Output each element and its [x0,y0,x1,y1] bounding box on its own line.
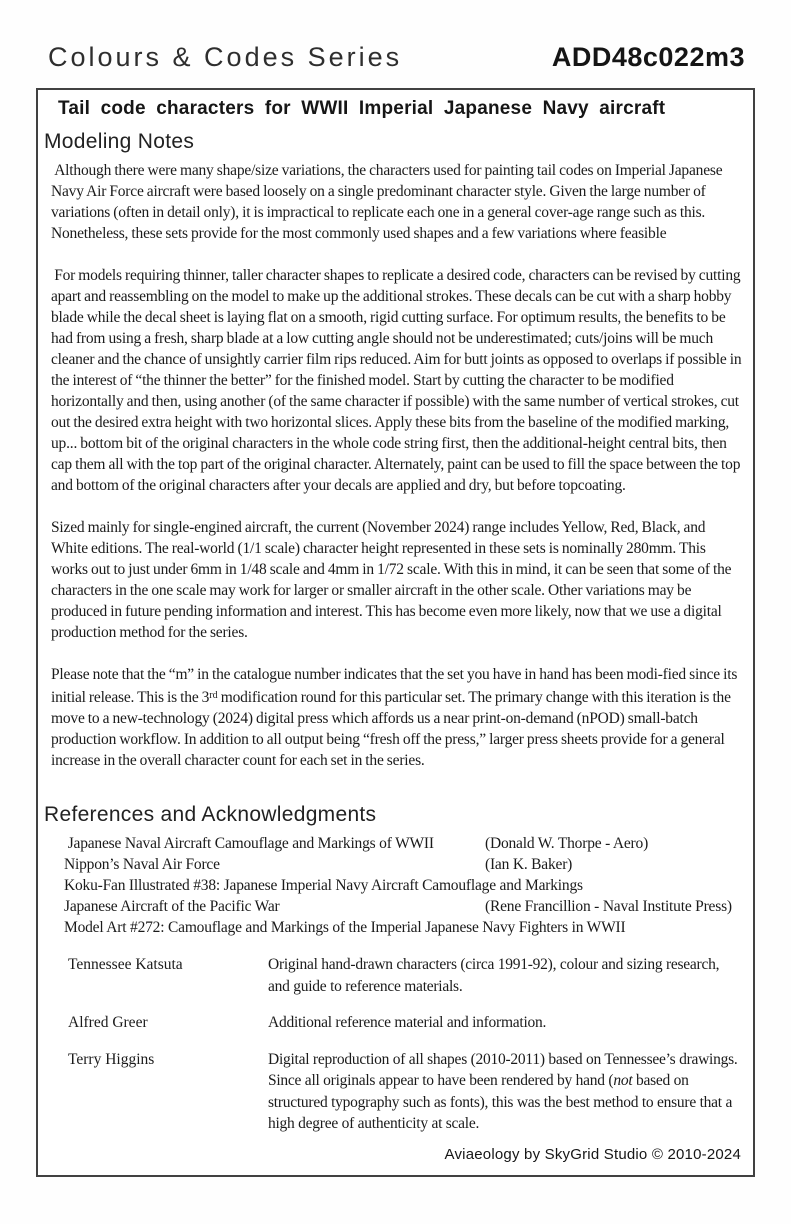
contribution-description: Additional reference material and information. [268,1014,547,1031]
reference-item [64,854,745,875]
page-header [48,42,745,73]
reference-publisher: (Donald W. Thorpe - Aero) [485,835,649,852]
content-box [36,88,755,1177]
modeling-notes-paragraph-2: For models requiring thinner, taller character shapes to replicate a desired code, characters can be revised by cutting apart and reassembling on the model to make up the additional strokes. These decals can be cut with a sharp hobby blade while the decal sheet is laying flat on a smooth, rigid cutting surface. For optimum results, the benefits to be had from using a fresh, sharp blade at a low cutting angle should not be underestimated; cuts/joins will be much cleaner and the chance of unsightly carrier film rips reduced. Aim for butt joints as opposed to overlaps if possible in the interest of “the thinner the better” for the finished model. Start by cutting the character to be modified horizontally and then, using another (of the same character if possible) with the same number of vertical strokes, cut out the desired extra height with two horizontal slices. Apply these bits from the baseline of the modified marking, up... bottom bit of the original characters in the whole code string first, then the additional-height central bits, then cap them all with the top part of the original character. Alternately, paint can be used to fill the space between the top and bottom of the original characters after your decals are applied and dry, but before topcoating. [51,267,745,494]
reference-title: Japanese Aircraft of the Pacific War [64,898,280,915]
ordinal-superscript: rd [209,690,218,701]
modeling-notes-paragraph-4 [51,664,745,771]
contribution-description [268,1049,738,1135]
reference-publisher: (Rene Francillion - Naval Institute Press) [485,898,732,915]
references-heading: References and Acknowledgments [44,803,377,826]
reference-item [64,917,745,938]
description-italic-word: not [613,1072,633,1089]
description-text-after-italic: based on structured typography such as fonts), this was the best method to ensure that a high degree of authenticity at scale. [268,1072,733,1132]
reference-item [64,833,745,854]
paragraph-4-text-after-superscript: modification round for this particular set. The primary change with this iteration is the move to a new-technology (2024) digital press which affords us a near print-on-demand (nPOD) small-batch production workflow. In addition to all output being “fresh off the press,” larger press sheets provide for a general increase in the overall character count for each set in the series. [51,689,734,769]
contributor-name: Alfred Greer [68,1014,148,1031]
acknowledgment-row [68,1012,745,1034]
modeling-notes-heading: Modeling Notes [44,130,195,153]
acknowledgment-row [68,1049,745,1135]
reference-item [64,896,745,917]
reference-title: Model Art #272: Camouflage and Markings of the Imperial Japanese Navy Fighters in WWII [64,919,626,936]
copyright-notice: Aviaeology by SkyGrid Studio © 2010-2024 [444,1146,741,1163]
paragraph-4-text-before-superscript: Please note that the “m” in the catalogue number indicates that the set you have in hand has been modi-fied since its initial release. This is the 3 [51,666,741,706]
acknowledgment-row [68,954,745,997]
series-title: Colours & Codes Series [48,42,403,72]
document-title: Tail code characters for WWII Imperial Japanese Navy aircraft [58,98,666,119]
modeling-notes-paragraph-1: Although there were many shape/size variations, the characters used for painting tail codes on Imperial Japanese Navy Air Force aircraft were based loosely on a single predominant character style. Given the large number of variations (often in detail only), it is impractical to replicate each one in a general cover-age range such as this. Nonetheless, these sets provide for the most commonly used shapes and a few variations where feasible [51,162,726,242]
reference-title: Japanese Naval Aircraft Camouflage and Markings of WWII [64,835,434,852]
contribution-description: Original hand-drawn characters (circa 1991-92), colour and sizing research, and guide to reference materials. [268,956,720,995]
catalog-number: ADD48c022m3 [551,42,745,72]
reference-title: Nippon’s Naval Air Force [64,856,220,873]
reference-list [64,833,745,938]
acknowledgments-table [68,954,745,1135]
description-text-before-italic: Digital reproduction of all shapes (2010-2011) based on Tennessee’s drawings. Since all originals appear to have been rendered by hand ( [268,1050,738,1089]
contributor-name: Tennessee Katsuta [68,956,183,973]
reference-title: Koku-Fan Illustrated #38: Japanese Imperial Navy Aircraft Camouflage and Markings [64,877,583,894]
reference-item [64,875,745,896]
contributor-name: Terry Higgins [68,1050,155,1068]
modeling-notes-paragraph-3: Sized mainly for single-engined aircraft, the current (November 2024) range includes Yellow, Red, Black, and White editions. The real-world (1/1 scale) character height represented in these sets is nominally 280mm. This works out to just under 6mm in 1/48 scale and 4mm in 1/72 scale. With this in mind, it can be seen that some of the characters in the one scale may work for larger or smaller aircraft in the other scale. Other variations may be produced in future pending information and interest. This has become even more likely, now that we use a digital production method for the series. [51,519,735,641]
reference-publisher: (Ian K. Baker) [485,856,573,873]
